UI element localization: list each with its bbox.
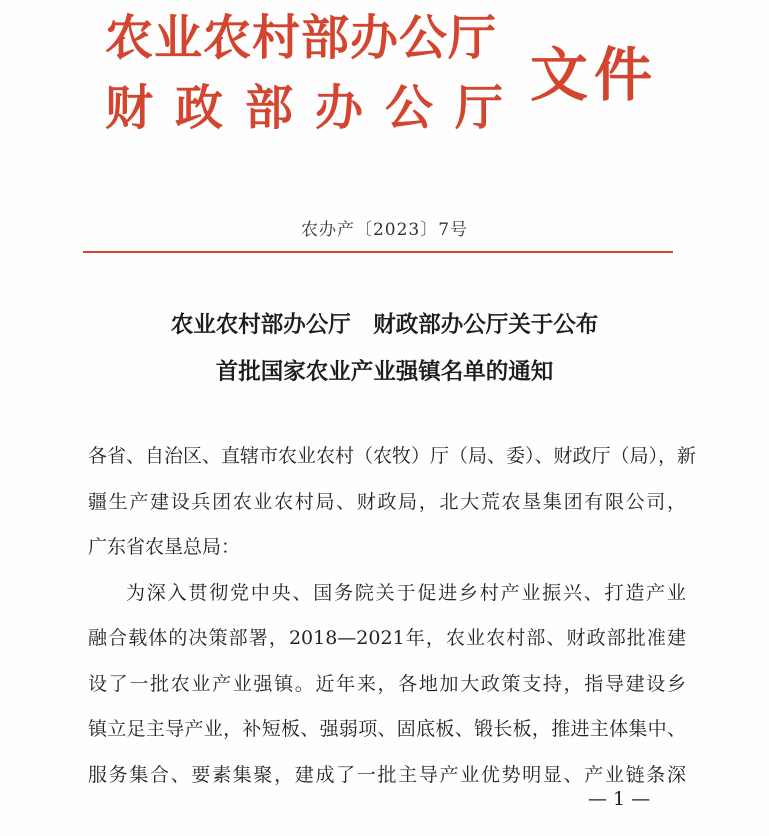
body-line-8: 服务集合、要素集聚，建成了一批主导产业优势明显、产业链条深	[88, 763, 686, 786]
document-title-line-2: 首批国家农业产业强镇名单的通知	[215, 359, 554, 385]
issuer-line-agriculture-ministry: 农业农村部办公厅	[105, 10, 498, 66]
body-line-7: 镇立足主导产业，补短板、强弱项、固底板、锻长板，推进主体集中、	[88, 718, 686, 740]
body-line-5: 融合载体的决策部署，2018—2021年，农业农村部、财政部批准建	[88, 627, 686, 649]
body-line-6: 设了一批农业产业强镇。近年来，各地加大政策支持，指导建设乡	[88, 672, 686, 695]
doc-type-label: 文件	[530, 41, 659, 109]
red-divider-line	[83, 251, 673, 253]
body-line-4: 为深入贯彻党中央、国务院关于促进乡村产业振兴、打造产业	[126, 581, 686, 604]
body-line-2: 疆生产建设兵团农业农村局、财政局，北大荒农垦集团有限公司，	[88, 490, 686, 513]
document-body	[88, 434, 697, 798]
body-line-3: 广东省农垦总局：	[88, 536, 241, 558]
issuer-line-finance-ministry: 财政部办公厅	[105, 80, 526, 136]
page-number: — 1 —	[588, 788, 651, 810]
document-number: 农办产〔2023〕7号	[300, 220, 469, 240]
document-title-line-1: 农业农村部办公厅 财政部办公厅关于公布	[170, 312, 599, 338]
body-line-1: 各省、自治区、直辖市农业农村（农牧）厅（局、委）、财政厅（局），新	[88, 445, 697, 467]
issuer-block	[105, 10, 525, 150]
